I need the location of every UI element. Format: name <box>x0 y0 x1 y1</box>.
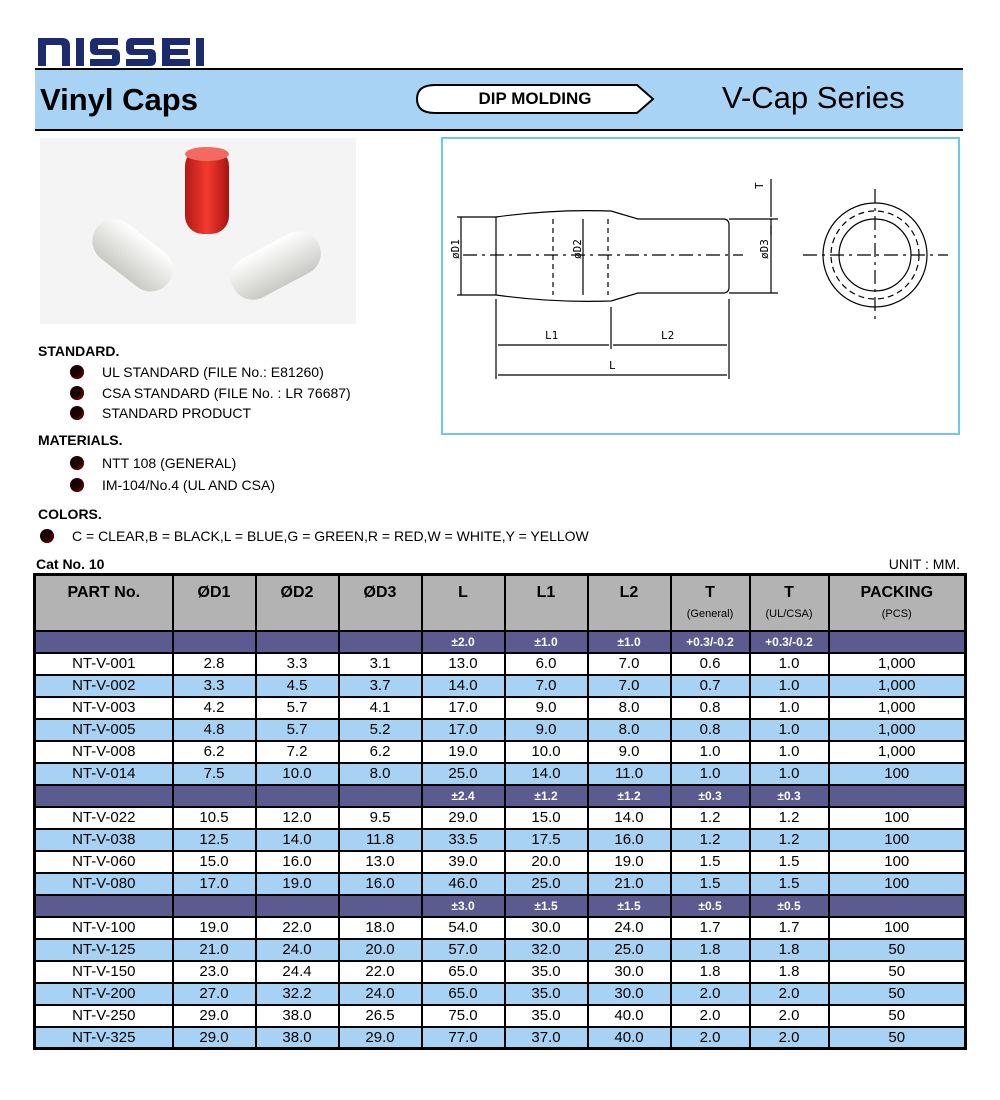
table-cell: 39.0 <box>422 851 505 873</box>
table-cell: 32.0 <box>505 939 588 961</box>
table-cell: 15.0 <box>173 851 256 873</box>
table-cell: 7.0 <box>588 675 671 697</box>
standard-item <box>70 383 351 403</box>
table-cell: 100 <box>829 873 966 895</box>
table-cell: 1.0 <box>671 741 750 763</box>
table-cell: 1.2 <box>750 829 829 851</box>
part-number-cell: NT-V-200 <box>35 983 173 1005</box>
table-cell: 30.0 <box>588 983 671 1005</box>
table-row <box>35 807 966 829</box>
table-cell: 40.0 <box>588 1005 671 1027</box>
dimension-drawing <box>441 137 960 435</box>
table-cell: 19.0 <box>588 851 671 873</box>
table-cell: 29.0 <box>173 1005 256 1027</box>
table-cell: 100 <box>829 851 966 873</box>
materials-item <box>70 453 236 473</box>
column-header <box>588 575 671 631</box>
table-cell: 2.0 <box>750 1027 829 1049</box>
part-number-cell: NT-V-150 <box>35 961 173 983</box>
table-cell: 25.0 <box>588 939 671 961</box>
table-row <box>35 653 966 675</box>
standard-item-label: STANDARD PRODUCT <box>102 405 252 421</box>
label-d2: øD2 <box>571 239 584 259</box>
label-d3: øD3 <box>758 239 771 259</box>
part-number-cell: NT-V-060 <box>35 851 173 873</box>
part-number-cell: NT-V-080 <box>35 873 173 895</box>
table-cell: 1,000 <box>829 675 966 697</box>
table-cell: 9.0 <box>505 697 588 719</box>
tolerance-cell <box>829 631 966 653</box>
table-cell: 7.0 <box>588 653 671 675</box>
column-header-sub: (PCS) <box>881 608 912 620</box>
table-cell: 0.8 <box>671 697 750 719</box>
tolerance-cell <box>173 785 256 807</box>
table-cell: 1,000 <box>829 741 966 763</box>
table-cell: 2.8 <box>173 653 256 675</box>
tolerance-cell: ±0.3 <box>671 785 750 807</box>
product-photo <box>40 138 356 324</box>
table-cell: 7.0 <box>505 675 588 697</box>
table-cell: 9.0 <box>588 741 671 763</box>
drawing-svg <box>443 139 958 433</box>
tolerance-cell <box>35 631 173 653</box>
table-cell: 50 <box>829 983 966 1005</box>
table-cell: 1.5 <box>671 873 750 895</box>
table-cell: 75.0 <box>422 1005 505 1027</box>
table-cell: 35.0 <box>505 961 588 983</box>
table-cell: 5.7 <box>256 697 339 719</box>
table-cell: 20.0 <box>339 939 422 961</box>
table-cell: 10.0 <box>256 763 339 785</box>
column-header-label: L <box>458 584 468 601</box>
table-row <box>35 961 966 983</box>
part-number-cell: NT-V-250 <box>35 1005 173 1027</box>
table-row <box>35 675 966 697</box>
column-header <box>750 575 829 631</box>
table-cell: 30.0 <box>588 961 671 983</box>
part-number-cell: NT-V-003 <box>35 697 173 719</box>
bullet-icon <box>70 365 84 379</box>
tolerance-cell <box>339 631 422 653</box>
standard-item-label: CSA STANDARD (FILE No. : LR 76687) <box>102 385 351 401</box>
table-header <box>35 575 966 631</box>
table-cell: 12.0 <box>256 807 339 829</box>
tolerance-cell <box>829 785 966 807</box>
table-cell: 27.0 <box>173 983 256 1005</box>
table-cell: 10.5 <box>173 807 256 829</box>
table-cell: 3.1 <box>339 653 422 675</box>
materials-heading: MATERIALS. <box>38 432 123 448</box>
table-cell: 2.0 <box>750 1005 829 1027</box>
nissei-logo <box>36 28 206 68</box>
tolerance-cell: ±2.0 <box>422 631 505 653</box>
table-cell: 22.0 <box>339 961 422 983</box>
column-header-label: T <box>784 584 794 601</box>
table-cell: 100 <box>829 917 966 939</box>
table-cell: 29.0 <box>422 807 505 829</box>
table-cell: 77.0 <box>422 1027 505 1049</box>
table-cell: 21.0 <box>173 939 256 961</box>
unit-label: UNIT : MM. <box>888 556 960 572</box>
table-cell: 2.0 <box>671 1027 750 1049</box>
table-cell: 3.3 <box>173 675 256 697</box>
table-cell: 1.8 <box>671 961 750 983</box>
table-cell: 2.0 <box>750 983 829 1005</box>
standard-heading: STANDARD. <box>38 343 120 359</box>
tolerance-cell <box>829 895 966 917</box>
table-cell: 2.0 <box>671 1005 750 1027</box>
standard-item <box>70 403 251 423</box>
banner-rule <box>35 129 963 131</box>
table-cell: 65.0 <box>422 983 505 1005</box>
table-cell: 50 <box>829 939 966 961</box>
tolerance-cell: ±1.5 <box>505 895 588 917</box>
tolerance-cell <box>339 895 422 917</box>
tolerance-cell <box>256 895 339 917</box>
table-cell: 1.0 <box>750 741 829 763</box>
table-cell: 46.0 <box>422 873 505 895</box>
tolerance-cell <box>173 895 256 917</box>
column-header-label: PART No. <box>67 584 141 601</box>
table-row <box>35 917 966 939</box>
table-cell: 1.5 <box>671 851 750 873</box>
colors-item-label: C = CLEAR,B = BLACK,L = BLUE,G = GREEN,R = RED,W = WHITE,Y = YELLOW <box>72 528 589 544</box>
table-cell: 54.0 <box>422 917 505 939</box>
catalog-number: Cat No. 10 <box>36 556 105 572</box>
table-body <box>35 631 966 1049</box>
table-cell: 5.7 <box>256 719 339 741</box>
tolerance-cell: ±3.0 <box>422 895 505 917</box>
table-cell: 25.0 <box>422 763 505 785</box>
series-name: V-Cap Series <box>722 80 905 115</box>
table-cell: 1.8 <box>750 961 829 983</box>
table-cell: 5.2 <box>339 719 422 741</box>
table-cell: 4.5 <box>256 675 339 697</box>
table-cell: 0.8 <box>671 719 750 741</box>
tolerance-cell: ±1.5 <box>588 895 671 917</box>
part-number-cell: NT-V-038 <box>35 829 173 851</box>
table-cell: 22.0 <box>256 917 339 939</box>
colors-heading: COLORS. <box>38 506 102 522</box>
table-cell: 26.5 <box>339 1005 422 1027</box>
tolerance-cell <box>256 631 339 653</box>
tolerance-cell <box>339 785 422 807</box>
standard-item <box>70 362 324 382</box>
tolerance-row <box>35 895 966 917</box>
table-cell: 7.5 <box>173 763 256 785</box>
table-cell: 1,000 <box>829 697 966 719</box>
table-cell: 24.0 <box>256 939 339 961</box>
tolerance-cell <box>35 785 173 807</box>
table-cell: 35.0 <box>505 1005 588 1027</box>
column-header <box>256 575 339 631</box>
column-header <box>422 575 505 631</box>
table-cell: 1.0 <box>750 653 829 675</box>
table-row <box>35 851 966 873</box>
column-header <box>829 575 966 631</box>
table-cell: 1.2 <box>671 829 750 851</box>
part-number-cell: NT-V-014 <box>35 763 173 785</box>
table-cell: 21.0 <box>588 873 671 895</box>
table-row <box>35 763 966 785</box>
tolerance-cell <box>256 785 339 807</box>
table-cell: 33.5 <box>422 829 505 851</box>
table-cell: 6.2 <box>173 741 256 763</box>
table-cell: 1,000 <box>829 653 966 675</box>
column-header-label: ØD2 <box>280 584 314 601</box>
table-cell: 1.5 <box>750 851 829 873</box>
materials-item-label: IM-104/No.4 (UL AND CSA) <box>102 477 275 493</box>
table-cell: 1.0 <box>750 763 829 785</box>
table-row <box>35 983 966 1005</box>
tolerance-cell: ±0.3 <box>750 785 829 807</box>
table-cell: 100 <box>829 807 966 829</box>
table-cell: 32.2 <box>256 983 339 1005</box>
tolerance-cell: ±0.5 <box>671 895 750 917</box>
column-header-label: L1 <box>536 584 556 601</box>
tolerance-cell: +0.3/-0.2 <box>750 631 829 653</box>
table-cell: 4.2 <box>173 697 256 719</box>
table-cell: 13.0 <box>339 851 422 873</box>
table-cell: 9.0 <box>505 719 588 741</box>
table-cell: 38.0 <box>256 1005 339 1027</box>
table-cell: 38.0 <box>256 1027 339 1049</box>
column-header-label: ØD3 <box>363 584 397 601</box>
table-cell: 12.5 <box>173 829 256 851</box>
table-cell: 18.0 <box>339 917 422 939</box>
table-cell: 29.0 <box>339 1027 422 1049</box>
table-cell: 1,000 <box>829 719 966 741</box>
tolerance-cell: ±1.2 <box>588 785 671 807</box>
part-number-cell: NT-V-001 <box>35 653 173 675</box>
table-cell: 4.8 <box>173 719 256 741</box>
column-header <box>35 575 173 631</box>
table-cell: 0.6 <box>671 653 750 675</box>
tolerance-cell: ±1.2 <box>505 785 588 807</box>
table-cell: 11.8 <box>339 829 422 851</box>
column-header <box>671 575 750 631</box>
table-cell: 65.0 <box>422 961 505 983</box>
table-cell: 16.0 <box>339 873 422 895</box>
colors-item <box>40 526 589 546</box>
part-number-cell: NT-V-325 <box>35 1027 173 1049</box>
bullet-icon <box>70 456 84 470</box>
column-header-sub: (UL/CSA) <box>765 608 813 620</box>
table-row <box>35 829 966 851</box>
table-cell: 25.0 <box>505 873 588 895</box>
table-cell: 1.0 <box>750 719 829 741</box>
bullet-icon <box>40 529 54 543</box>
table-cell: 14.0 <box>588 807 671 829</box>
column-header-label: ØD1 <box>197 584 231 601</box>
tolerance-cell: ±1.0 <box>505 631 588 653</box>
bullet-icon <box>70 478 84 492</box>
table-cell: 8.0 <box>588 697 671 719</box>
table-cell: 14.0 <box>422 675 505 697</box>
table-row <box>35 741 966 763</box>
table-row <box>35 939 966 961</box>
table-cell: 30.0 <box>505 917 588 939</box>
bullet-icon <box>70 406 84 420</box>
part-number-cell: NT-V-005 <box>35 719 173 741</box>
table-cell: 29.0 <box>173 1027 256 1049</box>
table-cell: 50 <box>829 1027 966 1049</box>
table-cell: 7.2 <box>256 741 339 763</box>
part-number-cell: NT-V-008 <box>35 741 173 763</box>
table-cell: 100 <box>829 829 966 851</box>
column-header-label: L2 <box>619 584 639 601</box>
column-header <box>339 575 422 631</box>
tolerance-cell <box>173 631 256 653</box>
table-cell: 17.0 <box>173 873 256 895</box>
product-title: Vinyl Caps <box>40 82 198 117</box>
table-cell: 13.0 <box>422 653 505 675</box>
table-cell: 17.5 <box>505 829 588 851</box>
table-cell: 17.0 <box>422 719 505 741</box>
table-row <box>35 1005 966 1027</box>
table-cell: 19.0 <box>256 873 339 895</box>
table-cell: 15.0 <box>505 807 588 829</box>
materials-item <box>70 475 275 495</box>
table-cell: 1.0 <box>750 697 829 719</box>
table-row <box>35 1027 966 1049</box>
table-cell: 16.0 <box>588 829 671 851</box>
column-header-label: PACKING <box>860 584 934 601</box>
table-cell: 1.7 <box>750 917 829 939</box>
label-l1: L1 <box>545 329 559 342</box>
table-cell: 1.5 <box>750 873 829 895</box>
table-cell: 100 <box>829 763 966 785</box>
table-cell: 19.0 <box>422 741 505 763</box>
table-cell: 0.7 <box>671 675 750 697</box>
table-cell: 1.0 <box>671 763 750 785</box>
table-cell: 20.0 <box>505 851 588 873</box>
part-number-cell: NT-V-100 <box>35 917 173 939</box>
column-header-sub: (General) <box>686 608 734 620</box>
table-cell: 1.2 <box>671 807 750 829</box>
spec-table <box>33 573 967 1050</box>
part-number-cell: NT-V-125 <box>35 939 173 961</box>
table-cell: 4.1 <box>339 697 422 719</box>
tolerance-row <box>35 631 966 653</box>
table-cell: 37.0 <box>505 1027 588 1049</box>
label-d1: øD1 <box>449 239 462 259</box>
table-cell: 8.0 <box>339 763 422 785</box>
table-cell: 24.0 <box>339 983 422 1005</box>
table-cell: 1.0 <box>750 675 829 697</box>
table-cell: 9.5 <box>339 807 422 829</box>
label-l2: L2 <box>661 329 675 342</box>
column-header <box>505 575 588 631</box>
table-cell: 57.0 <box>422 939 505 961</box>
table-cell: 1.7 <box>671 917 750 939</box>
tolerance-row <box>35 785 966 807</box>
part-number-cell: NT-V-022 <box>35 807 173 829</box>
table-cell: 50 <box>829 961 966 983</box>
table-cell: 24.0 <box>588 917 671 939</box>
table-cell: 3.7 <box>339 675 422 697</box>
table-cell: 10.0 <box>505 741 588 763</box>
table-cell: 2.0 <box>671 983 750 1005</box>
table-cell: 19.0 <box>173 917 256 939</box>
table-cell: 23.0 <box>173 961 256 983</box>
table-row <box>35 719 966 741</box>
table-cell: 16.0 <box>256 851 339 873</box>
materials-item-label: NTT 108 (GENERAL) <box>102 455 237 471</box>
tolerance-cell: ±1.0 <box>588 631 671 653</box>
table-cell: 1.2 <box>750 807 829 829</box>
process-label: DIP MOLDING <box>478 89 592 108</box>
table-row <box>35 873 966 895</box>
table-cell: 40.0 <box>588 1027 671 1049</box>
table-cell: 1.8 <box>750 939 829 961</box>
table-cell: 8.0 <box>588 719 671 741</box>
table-cell: 14.0 <box>256 829 339 851</box>
label-t: T <box>753 182 766 189</box>
table-cell: 6.0 <box>505 653 588 675</box>
bullet-icon <box>70 386 84 400</box>
column-header-label: T <box>705 584 715 601</box>
part-number-cell: NT-V-002 <box>35 675 173 697</box>
column-header <box>173 575 256 631</box>
table-cell: 24.4 <box>256 961 339 983</box>
table-cell: 14.0 <box>505 763 588 785</box>
tolerance-cell: +0.3/-0.2 <box>671 631 750 653</box>
table-row <box>35 697 966 719</box>
tolerance-cell <box>35 895 173 917</box>
table-cell: 17.0 <box>422 697 505 719</box>
table-cell: 50 <box>829 1005 966 1027</box>
table-cell: 11.0 <box>588 763 671 785</box>
table-cell: 35.0 <box>505 983 588 1005</box>
table-cell: 1.8 <box>671 939 750 961</box>
table-cell: 6.2 <box>339 741 422 763</box>
label-l: L <box>609 359 616 372</box>
tolerance-cell: ±0.5 <box>750 895 829 917</box>
tolerance-cell: ±2.4 <box>422 785 505 807</box>
table-cell: 3.3 <box>256 653 339 675</box>
standard-item-label: UL STANDARD (FILE No.: E81260) <box>102 364 324 380</box>
